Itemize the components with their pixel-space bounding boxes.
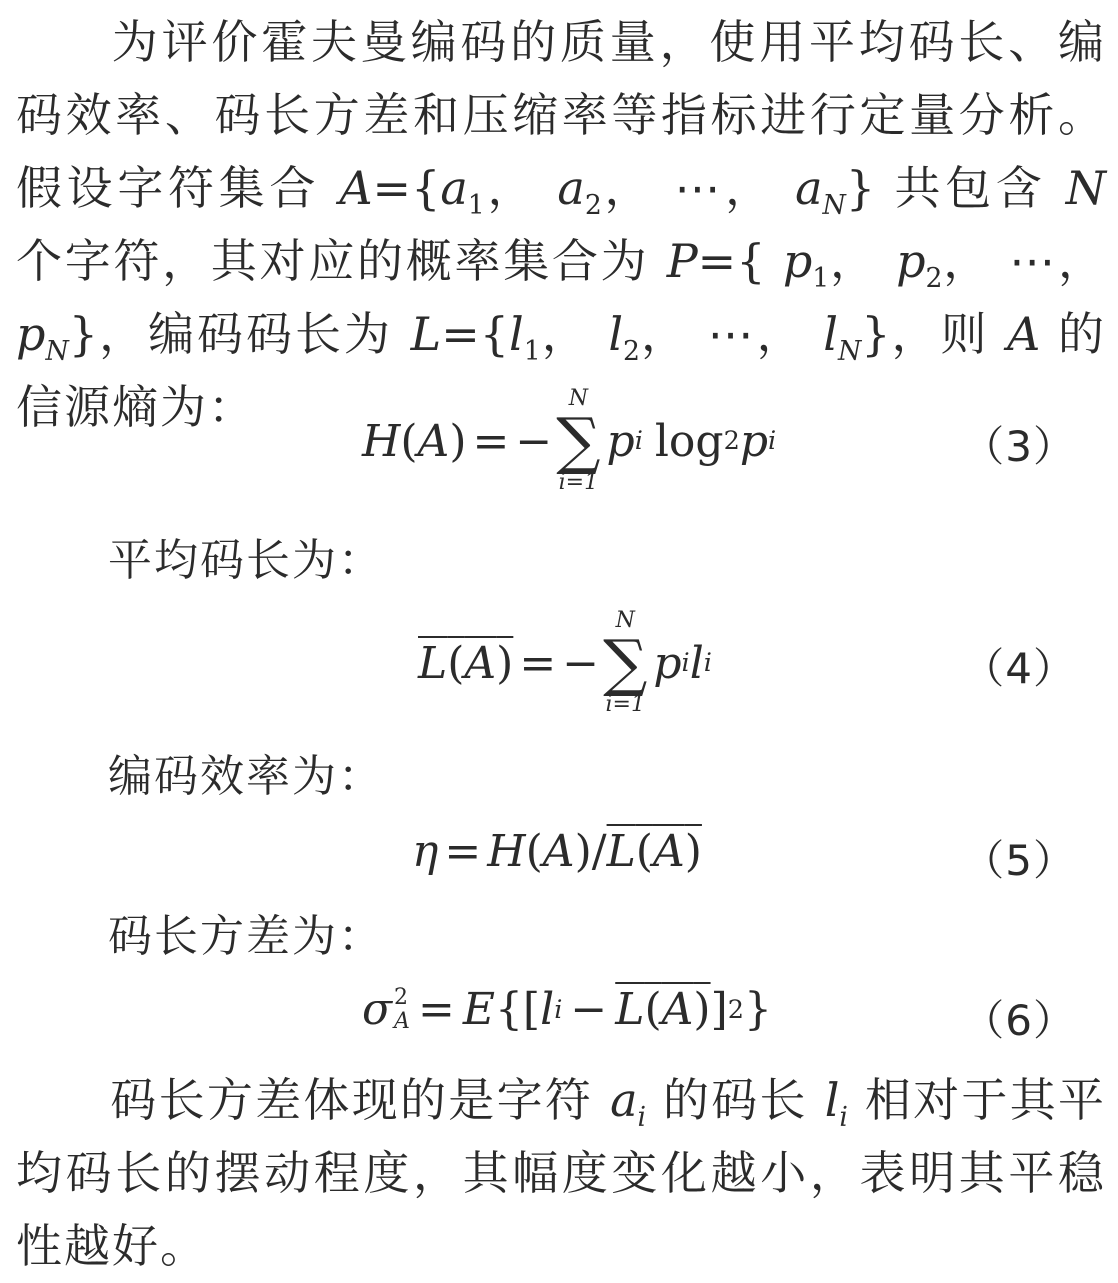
paragraph-variance-explanation: 码长方差体现的是字符 $a_i$ 的码长 $l_i$ 相对于其平均码长的摆动程度，其幅度变化越小，表明其平稳性越好。 — [16, 1073, 1107, 1273]
equation-entropy: H ( A ) = − N ∑ i=1 p i log 2 p i — [362, 386, 777, 495]
equation-average-length: L(A) = − N ∑ i=1 p i l i — [418, 608, 712, 717]
summation: N ∑ i=1 — [603, 608, 648, 717]
equation-number-5: （5） — [962, 836, 1076, 885]
equation-number-4: （4） — [962, 644, 1076, 693]
label-coding-efficiency: 编码效率为： — [108, 751, 384, 802]
equation-number-6: （6） — [962, 996, 1076, 1045]
label-average-length: 平均码长为： — [108, 535, 384, 586]
equation-number-3: （3） — [962, 422, 1076, 471]
label-length-variance: 码长方差为： — [108, 911, 384, 962]
paragraph-intro: 为评价霍夫曼编码的质量，使用平均码长、编码效率、码长方差和压缩率等指标进行定量分析。假设字符集合 $A=\{a_1$， $a_2$， ⋯， $a_N$} 共包含 N 个字符，其对应的概率集合为 P={ $p_1$， $p_2$， ⋯， $p_N$}，编码码长为 $L=\{l_1$， $l_2$， ⋯， $l_N$}，则 A 的信源熵为： — [16, 15, 1107, 434]
equation-variance: σ 2 A = E {[ l i − L(A) ] 2 } — [362, 984, 772, 1035]
equation-efficiency: η = H ( A ) / L(A) — [412, 826, 702, 877]
summation: N ∑ i=1 — [556, 386, 601, 495]
